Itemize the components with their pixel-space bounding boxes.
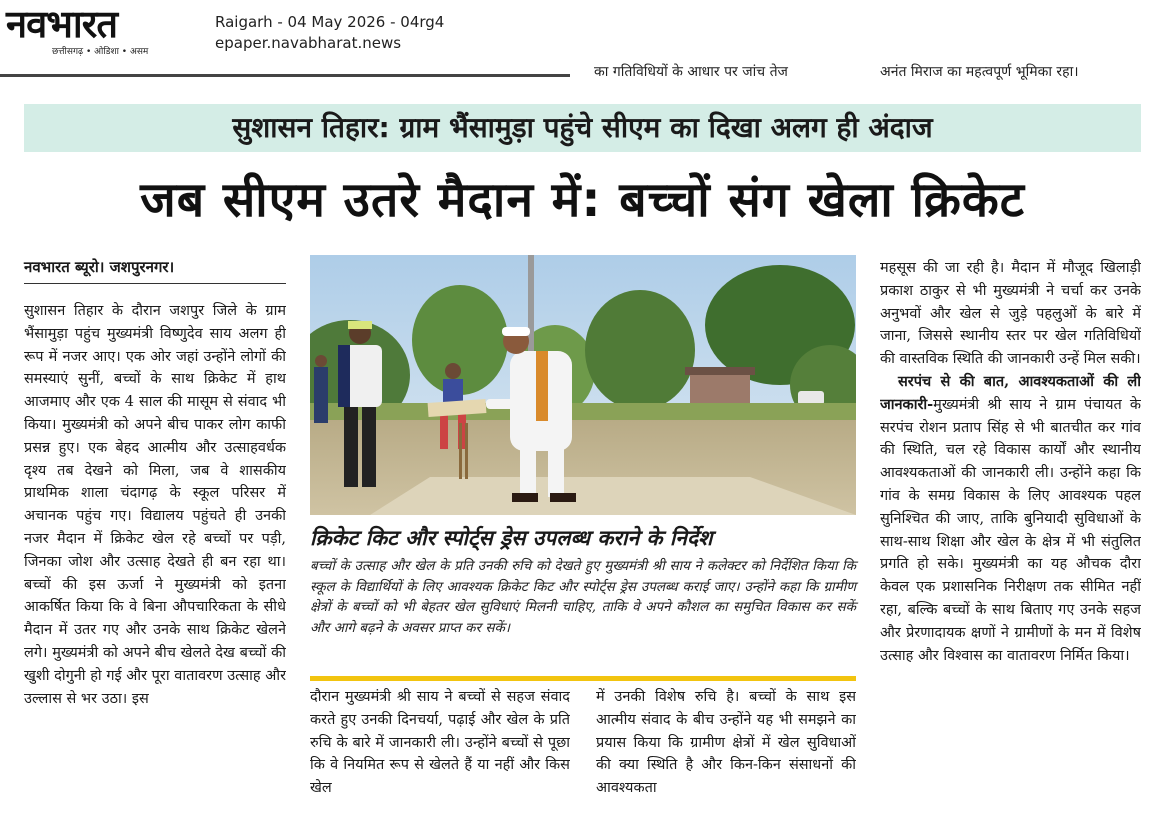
- article-headline: जब सीएम उतरे मैदान में: बच्चों संग खेला क्रिकेट: [140, 172, 1025, 228]
- edition-line: Raigarh - 04 May 2026 - 04rg4: [215, 13, 445, 31]
- cricket-photo: [310, 255, 856, 515]
- logo-tagline: छत्तीसगढ़ • ओडिशा • असम: [52, 47, 149, 57]
- masthead-logo: [6, 4, 194, 60]
- masthead-rule: [0, 74, 570, 77]
- cut-line-1: का गतिविधियों के आधार पर जांच तेज: [594, 64, 788, 80]
- left-column-text: सुशासन तिहार के दौरान जशपुर जिले के ग्राम भैंसामुड़ा पहुंच मुख्यमंत्री विष्णुदेव साय अलग ही रूप में नजर आए। एक ओर जहां उन्होंने लोगों की समस्याएं सुनीं, बच्चों के साथ क्रिकेट में हाथ आजमाए और एक 4 साल की मासूम से संवाद भी किया। मुख्यमंत्री को अपने बीच पाकर लोग काफी प्रसन्न हुए। एक बेहद आत्मीय और उत्साहवर्धक दृश्य तब देखने को मिला, जब वे शासकीय प्राथमिक शाला चंदागढ़ के स्कूल परिसर में अचानक पहुंच गए। विद्यालय पहुंचते ही उनकी नजर मैदान में क्रिकेट खेल रहे बच्चों पर पड़ी, जिनका जोश और उत्साह देखते ही बन रहा था। बच्चों की इस ऊर्जा ने मुख्यमंत्री को इतना आकर्षित किया कि वे बिना औपचारिकता के सीधे मैदान में उतर गए और उनके साथ क्रिकेट खेलने लगे। मुख्यमंत्री को अपने बीच खेलते देख बच्चों की खुशी दोगुनी हो गई और पूरा वातावरण उत्साह और उल्लास से भर उठा। इस: [24, 303, 286, 707]
- cut-line-2: अनंत मिराज का महत्वपूर्ण भूमिका रहा।: [880, 64, 1079, 80]
- dateline-rule: [24, 283, 286, 284]
- photo-caption: बच्चों के उत्साह और खेल के प्रति उनकी रुचि को देखते हुए मुख्यमंत्री श्री साय ने कलेक्टर को निर्देशित किया कि स्कूल के विद्यार्थियों के लिए आवश्यक क्रिकेट किट और स्पोर्ट्स ड्रेस उपलब्ध कराई जाए। उन्होंने कहा कि ग्रामीण क्षेत्रों के बच्चों को भी बेहतर खेल सुविधाएं मिलनी चाहिए, ताकि वे अपने कौशल का समुचित विकास कर सकें और आगे बढ़ने के अवसर प्राप्त कर सकें।: [310, 558, 856, 636]
- middle-column-a-text: दौरान मुख्यमंत्री श्री साय ने बच्चों से सहज संवाद करते हुए उनकी दिनचर्या, पढ़ाई और खेल के प्रति रुचि के बारे में जानकारी ली। उन्होंने बच्चों से पूछा कि वे नियमित रूप से खेलते हैं या नहीं और किस खेल: [310, 689, 570, 797]
- right-column-para-2: [880, 371, 1141, 667]
- logo-text: नवभारत: [6, 2, 117, 46]
- article-kicker: सुशासन तिहार: ग्राम भैंसामुड़ा पहुंचे सीएम का दिखा अलग ही अंदाज: [232, 111, 933, 144]
- right-column-lead: सरपंच से की बात, आवश्यकताओं की ली जानकारी-: [880, 372, 1141, 413]
- right-column-para-1: महसूस की जा रही है। मैदान में मौजूद खिलाड़ी प्रकाश ठाकुर से भी मुख्यमंत्री ने चर्चा कर उनके अनुभवों और खेल से जुड़े पहलुओं के बारे में जाना, जिससे स्थानीय स्तर पर खेल गतिविधियों की वास्तविक स्थिति की जानकारी उन्हें मिल सकी।: [880, 260, 1141, 368]
- middle-column-b: [596, 686, 856, 817]
- right-column-para-2-text: मुख्यमंत्री श्री साय ने ग्राम पंचायत के सरपंच रोशन प्रताप सिंह से भी बातचीत कर गांव की स्थिति, चल रहे विकास कार्यों और स्थानीय आवश्यकताओं की जानकारी ली। उन्होंने कहा कि गांव के समग्र विकास के लिए आवश्यक पहल सुनिश्चित की जाए, ताकि बुनियादी सुविधाओं के साथ-साथ शिक्षा और खेल के क्षेत्र में भी संतुलित प्रगति हो सके। मुख्यमंत्री का यह औचक दौरा केवल एक प्रशासनिक निरीक्षण तक सीमित नहीं रहा, बल्कि बच्चों के साथ बिताए गए उनके सहज और प्रेरणादायक क्षणों ने ग्रामीणों के मन में विशेष उत्साह और विश्वास का वातावरण निर्मित किया।: [880, 396, 1141, 664]
- edition-info: [215, 12, 444, 54]
- dateline: नवभारत ब्यूरो। जशपुरनगर।: [24, 258, 175, 276]
- photo-subhead: क्रिकेट किट और स्पोर्ट्स ड्रेस उपलब्ध कराने के निर्देश: [310, 526, 713, 550]
- middle-column-b-text: में उनकी विशेष रुचि है। बच्चों के साथ इस आत्मीय संवाद के बीच उन्होंने यह भी समझने का प्रयास किया कि ग्रामीण क्षेत्रों में खेल सुविधाओं की क्या स्थिति है और किन-किन संसाधनों की आवश्यकता: [596, 689, 856, 797]
- cricket-photo-illustration: [310, 255, 856, 515]
- site-link[interactable]: epaper.navabharat.news: [215, 34, 402, 52]
- section-divider: [310, 676, 856, 681]
- left-column: [24, 300, 286, 815]
- middle-column-a: [310, 686, 570, 817]
- right-column: [880, 257, 1141, 817]
